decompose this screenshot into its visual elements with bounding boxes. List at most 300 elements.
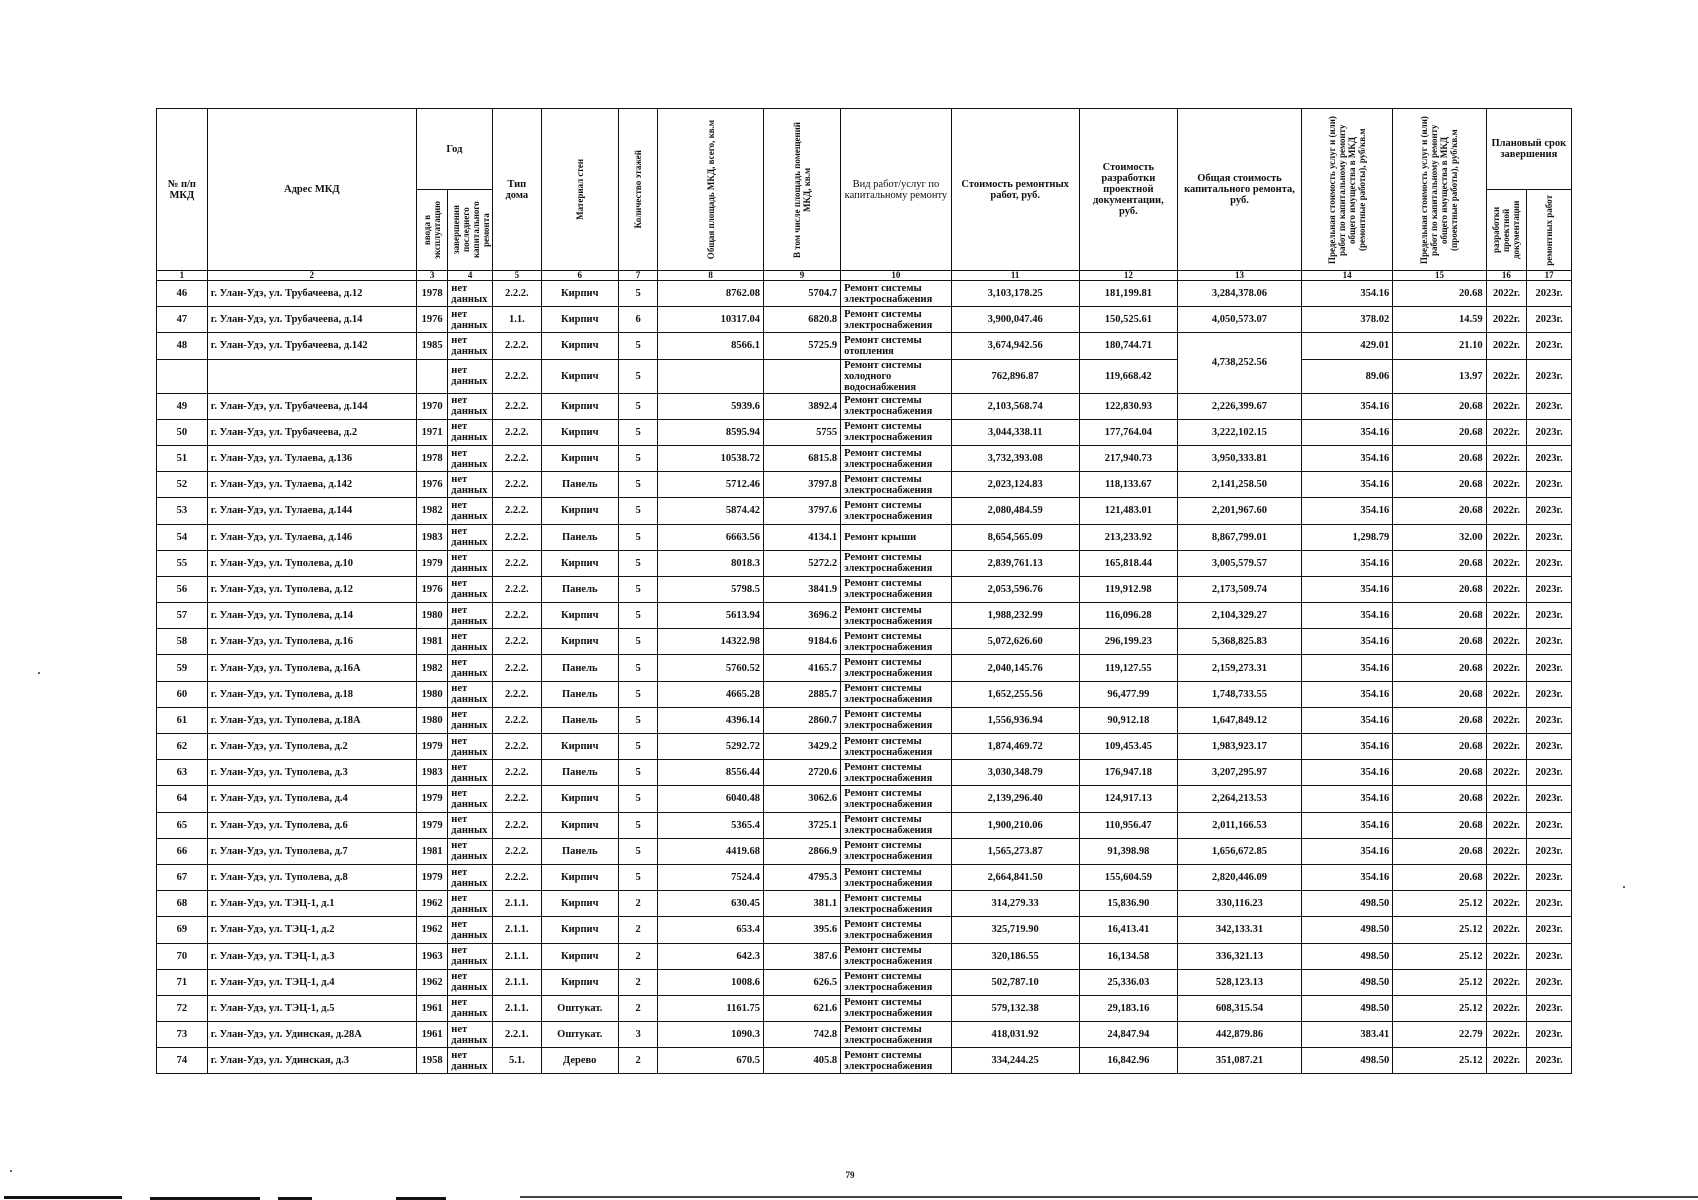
cell-design-cost: 25,336.03 (1079, 969, 1177, 995)
cell-floors: 5 (618, 864, 658, 890)
cell-row-number: 56 (157, 576, 208, 602)
cell-premises-area: 9184.6 (763, 629, 840, 655)
cell-design-cost: 165,818.44 (1079, 550, 1177, 576)
cell-address: г. Улан-Удэ, ул. Туполева, д.7 (207, 838, 416, 864)
cell-repair-cost: 1,565,273.87 (951, 838, 1079, 864)
cell-limit-repair: 1,298.79 (1301, 524, 1392, 550)
cell-premises-area: 3062.6 (763, 786, 840, 812)
cell-total-area: 642.3 (658, 943, 764, 969)
cell-floors: 5 (618, 281, 658, 307)
cell-total-cost: 2,141,258.50 (1178, 472, 1302, 498)
column-number: 12 (1079, 271, 1177, 281)
cell-work-type: Ремонт системы электроснабжения (841, 786, 952, 812)
column-number: 4 (448, 271, 493, 281)
cell-house-type: 2.2.2. (492, 550, 541, 576)
cell-last-repair-year: нет данных (448, 1022, 493, 1048)
cell-repair-cost: 3,900,047.46 (951, 307, 1079, 333)
cell-plan-design-year: 2022г. (1486, 393, 1527, 419)
cell-premises-area: 4795.3 (763, 864, 840, 890)
cell-total-area: 8018.3 (658, 550, 764, 576)
cell-work-type: Ремонт системы электроснабжения (841, 943, 952, 969)
cell-plan-repair-year: 2023г. (1527, 995, 1572, 1021)
cell-last-repair-year: нет данных (448, 359, 493, 393)
cell-limit-design: 25.12 (1393, 943, 1486, 969)
cell-limit-design: 20.68 (1393, 734, 1486, 760)
cell-total-area (658, 359, 764, 393)
cell-premises-area: 395.6 (763, 917, 840, 943)
cell-total-cost: 3,207,295.97 (1178, 760, 1302, 786)
header-commission-year: ввода в эксплуатацию (416, 190, 447, 271)
cell-limit-design: 25.12 (1393, 917, 1486, 943)
cell-total-cost: 608,315.54 (1178, 995, 1302, 1021)
cell-total-area: 653.4 (658, 917, 764, 943)
cell-limit-design: 22.79 (1393, 1022, 1486, 1048)
cell-repair-cost: 5,072,626.60 (951, 629, 1079, 655)
cell-last-repair-year: нет данных (448, 995, 493, 1021)
column-number: 15 (1393, 271, 1486, 281)
cell-floors: 5 (618, 629, 658, 655)
cell-design-cost: 124,917.13 (1079, 786, 1177, 812)
header-limit-repair: Предельная стоимость услуг и (или) работ по капитальному ремонту общего имущества в МКД (ремонтные работы), руб/кв.м (1301, 109, 1392, 271)
cell-plan-repair-year: 2023г. (1527, 307, 1572, 333)
cell-limit-design: 20.68 (1393, 864, 1486, 890)
cell-work-type: Ремонт системы электроснабжения (841, 629, 952, 655)
cell-total-area: 5292.72 (658, 734, 764, 760)
cell-work-type: Ремонт системы электроснабжения (841, 707, 952, 733)
cell-limit-repair: 498.50 (1301, 1048, 1392, 1074)
cell-last-repair-year: нет данных (448, 786, 493, 812)
cell-plan-repair-year: 2023г. (1527, 359, 1572, 393)
table-row (157, 995, 1572, 1021)
cell-last-repair-year: нет данных (448, 969, 493, 995)
cell-floors: 2 (618, 917, 658, 943)
cell-address: г. Улан-Удэ, ул. Тулаева, д.146 (207, 524, 416, 550)
header-plan-design: разработки проектной документации (1486, 190, 1527, 271)
cell-plan-repair-year: 2023г. (1527, 838, 1572, 864)
cell-address: г. Улан-Удэ, ул. ТЭЦ-1, д.3 (207, 943, 416, 969)
cell-house-type: 2.2.2. (492, 734, 541, 760)
cell-row-number: 55 (157, 550, 208, 576)
cell-address: г. Улан-Удэ, ул. Туполева, д.12 (207, 576, 416, 602)
cell-floors: 5 (618, 550, 658, 576)
header-work-type: Вид работ/услуг по капитальному ремонту (841, 109, 952, 271)
cell-limit-repair: 429.01 (1301, 333, 1392, 359)
cell-last-repair-year: нет данных (448, 838, 493, 864)
cell-wall-material: Панель (541, 524, 618, 550)
header-design-cost: Стоимость разработки проектной документации, руб. (1079, 109, 1177, 271)
cell-last-repair-year: нет данных (448, 603, 493, 629)
cell-row-number (157, 359, 208, 393)
cell-work-type: Ремонт системы электроснабжения (841, 917, 952, 943)
table-row (157, 419, 1572, 445)
cell-premises-area: 5725.9 (763, 333, 840, 359)
cell-row-number: 47 (157, 307, 208, 333)
cell-work-type: Ремонт системы электроснабжения (841, 550, 952, 576)
table-row (157, 307, 1572, 333)
cell-commission-year: 1982 (416, 498, 447, 524)
table-row (157, 393, 1572, 419)
cell-last-repair-year: нет данных (448, 629, 493, 655)
cell-plan-design-year: 2022г. (1486, 681, 1527, 707)
cell-row-number: 53 (157, 498, 208, 524)
cell-work-type: Ремонт системы электроснабжения (841, 603, 952, 629)
header-column-numbers (157, 271, 1572, 281)
cell-limit-design: 20.68 (1393, 498, 1486, 524)
cell-wall-material: Кирпич (541, 969, 618, 995)
cell-limit-repair: 354.16 (1301, 281, 1392, 307)
cell-plan-repair-year: 2023г. (1527, 524, 1572, 550)
cell-plan-design-year: 2022г. (1486, 786, 1527, 812)
header-address: Адрес МКД (207, 109, 416, 271)
cell-limit-design: 20.68 (1393, 629, 1486, 655)
cell-house-type: 2.2.2. (492, 812, 541, 838)
cell-work-type: Ремонт системы электроснабжения (841, 307, 952, 333)
table-row (157, 760, 1572, 786)
cell-plan-repair-year: 2023г. (1527, 943, 1572, 969)
cell-floors: 2 (618, 943, 658, 969)
cell-wall-material: Кирпич (541, 393, 618, 419)
cell-total-cost: 2,820,446.09 (1178, 864, 1302, 890)
cell-floors: 5 (618, 734, 658, 760)
cell-plan-design-year: 2022г. (1486, 419, 1527, 445)
cell-premises-area: 5704.7 (763, 281, 840, 307)
cell-wall-material: Кирпич (541, 307, 618, 333)
table-row (157, 333, 1572, 359)
page-number: 79 (845, 1170, 855, 1180)
table-row (157, 359, 1572, 393)
cell-repair-cost: 314,279.33 (951, 891, 1079, 917)
cell-limit-repair: 354.16 (1301, 472, 1392, 498)
cell-row-number: 64 (157, 786, 208, 812)
cell-limit-repair: 498.50 (1301, 943, 1392, 969)
cell-last-repair-year: нет данных (448, 445, 493, 471)
table-row (157, 786, 1572, 812)
cell-plan-design-year: 2022г. (1486, 629, 1527, 655)
cell-house-type: 2.2.2. (492, 838, 541, 864)
cell-repair-cost: 3,030,348.79 (951, 760, 1079, 786)
cell-repair-cost: 2,040,145.76 (951, 655, 1079, 681)
cell-last-repair-year: нет данных (448, 419, 493, 445)
cell-address: г. Улан-Удэ, ул. Туполева, д.14 (207, 603, 416, 629)
cell-row-number: 62 (157, 734, 208, 760)
cell-limit-design: 20.68 (1393, 760, 1486, 786)
cell-limit-repair: 354.16 (1301, 760, 1392, 786)
cell-plan-design-year: 2022г. (1486, 864, 1527, 890)
cell-premises-area: 5272.2 (763, 550, 840, 576)
cell-work-type: Ремонт системы электроснабжения (841, 498, 952, 524)
cell-address: г. Улан-Удэ, ул. ТЭЦ-1, д.2 (207, 917, 416, 943)
cell-work-type: Ремонт системы электроснабжения (841, 281, 952, 307)
cell-work-type: Ремонт системы электроснабжения (841, 472, 952, 498)
cell-plan-repair-year: 2023г. (1527, 655, 1572, 681)
cell-plan-design-year: 2022г. (1486, 760, 1527, 786)
cell-floors: 5 (618, 359, 658, 393)
cell-plan-design-year: 2022г. (1486, 655, 1527, 681)
cell-design-cost: 155,604.59 (1079, 864, 1177, 890)
cell-floors: 5 (618, 681, 658, 707)
cell-plan-design-year: 2022г. (1486, 734, 1527, 760)
cell-work-type: Ремонт системы электроснабжения (841, 969, 952, 995)
column-number: 11 (951, 271, 1079, 281)
cell-limit-repair: 498.50 (1301, 995, 1392, 1021)
cell-total-area: 4396.14 (658, 707, 764, 733)
cell-address: г. Улан-Удэ, ул. Туполева, д.8 (207, 864, 416, 890)
cell-limit-repair: 89.06 (1301, 359, 1392, 393)
column-number: 1 (157, 271, 208, 281)
cell-house-type: 2.2.2. (492, 603, 541, 629)
table-row (157, 524, 1572, 550)
cell-total-cost: 1,647,849.12 (1178, 707, 1302, 733)
cell-premises-area: 3429.2 (763, 734, 840, 760)
cell-wall-material: Кирпич (541, 550, 618, 576)
cell-wall-material: Кирпич (541, 734, 618, 760)
cell-plan-design-year: 2022г. (1486, 1048, 1527, 1074)
cell-floors: 2 (618, 969, 658, 995)
cell-floors: 5 (618, 603, 658, 629)
cell-floors: 5 (618, 838, 658, 864)
repair-register-table (156, 108, 1572, 1074)
cell-last-repair-year: нет данных (448, 550, 493, 576)
cell-plan-repair-year: 2023г. (1527, 576, 1572, 602)
table-row (157, 576, 1572, 602)
cell-design-cost: 121,483.01 (1079, 498, 1177, 524)
cell-commission-year: 1962 (416, 917, 447, 943)
column-number: 8 (658, 271, 764, 281)
cell-commission-year: 1961 (416, 995, 447, 1021)
cell-wall-material: Оштукат. (541, 995, 618, 1021)
cell-wall-material: Панель (541, 838, 618, 864)
cell-plan-repair-year: 2023г. (1527, 707, 1572, 733)
cell-wall-material: Дерево (541, 1048, 618, 1074)
cell-floors: 5 (618, 707, 658, 733)
cell-address: г. Улан-Удэ, ул. Удинская, д.3 (207, 1048, 416, 1074)
cell-plan-design-year: 2022г. (1486, 472, 1527, 498)
cell-premises-area: 626.5 (763, 969, 840, 995)
cell-address: г. Улан-Удэ, ул. Туполева, д.3 (207, 760, 416, 786)
cell-house-type: 2.1.1. (492, 891, 541, 917)
cell-row-number: 69 (157, 917, 208, 943)
cell-commission-year: 1978 (416, 281, 447, 307)
cell-premises-area: 387.6 (763, 943, 840, 969)
cell-last-repair-year: нет данных (448, 524, 493, 550)
cell-work-type: Ремонт системы электроснабжения (841, 576, 952, 602)
cell-house-type: 2.2.2. (492, 472, 541, 498)
cell-limit-design: 20.68 (1393, 812, 1486, 838)
scan-dot (1623, 886, 1625, 888)
cell-total-cost: 528,123.13 (1178, 969, 1302, 995)
cell-plan-repair-year: 2023г. (1527, 734, 1572, 760)
cell-limit-repair: 383.41 (1301, 1022, 1392, 1048)
cell-premises-area: 2720.6 (763, 760, 840, 786)
cell-repair-cost: 2,839,761.13 (951, 550, 1079, 576)
cell-plan-repair-year: 2023г. (1527, 629, 1572, 655)
table-row (157, 603, 1572, 629)
cell-work-type: Ремонт системы электроснабжения (841, 1048, 952, 1074)
cell-address: г. Улан-Удэ, ул. Трубачеева, д.142 (207, 333, 416, 359)
cell-design-cost: 109,453.45 (1079, 734, 1177, 760)
cell-wall-material: Панель (541, 707, 618, 733)
cell-design-cost: 177,764.04 (1079, 419, 1177, 445)
cell-house-type: 2.2.1. (492, 1022, 541, 1048)
cell-design-cost: 122,830.93 (1079, 393, 1177, 419)
cell-repair-cost: 1,900,210.06 (951, 812, 1079, 838)
cell-design-cost: 176,947.18 (1079, 760, 1177, 786)
cell-wall-material: Панель (541, 655, 618, 681)
table-row (157, 734, 1572, 760)
cell-last-repair-year: нет данных (448, 576, 493, 602)
cell-house-type: 2.2.2. (492, 498, 541, 524)
cell-plan-design-year: 2022г. (1486, 838, 1527, 864)
column-number: 17 (1527, 271, 1572, 281)
cell-limit-design: 25.12 (1393, 969, 1486, 995)
cell-limit-design: 20.68 (1393, 681, 1486, 707)
cell-limit-repair: 378.02 (1301, 307, 1392, 333)
table-row (157, 943, 1572, 969)
cell-wall-material: Кирпич (541, 281, 618, 307)
cell-total-area: 8556.44 (658, 760, 764, 786)
cell-plan-repair-year: 2023г. (1527, 864, 1572, 890)
column-number: 3 (416, 271, 447, 281)
cell-address: г. Улан-Удэ, ул. ТЭЦ-1, д.5 (207, 995, 416, 1021)
cell-total-area: 5874.42 (658, 498, 764, 524)
table-row (157, 445, 1572, 471)
cell-commission-year: 1976 (416, 472, 447, 498)
cell-design-cost: 16,413.41 (1079, 917, 1177, 943)
cell-premises-area: 3725.1 (763, 812, 840, 838)
cell-limit-repair: 354.16 (1301, 655, 1392, 681)
cell-row-number: 49 (157, 393, 208, 419)
cell-design-cost: 150,525.61 (1079, 307, 1177, 333)
cell-repair-cost: 3,103,178.25 (951, 281, 1079, 307)
header-floors: Количество этажей (618, 109, 658, 271)
cell-total-area: 4419.68 (658, 838, 764, 864)
cell-row-number: 65 (157, 812, 208, 838)
cell-work-type: Ремонт системы электроснабжения (841, 812, 952, 838)
cell-plan-design-year: 2022г. (1486, 603, 1527, 629)
cell-repair-cost: 2,023,124.83 (951, 472, 1079, 498)
cell-work-type: Ремонт системы электроснабжения (841, 838, 952, 864)
cell-limit-design: 20.68 (1393, 419, 1486, 445)
table-row (157, 1022, 1572, 1048)
cell-limit-repair: 354.16 (1301, 864, 1392, 890)
cell-work-type: Ремонт системы электроснабжения (841, 864, 952, 890)
cell-limit-repair: 354.16 (1301, 445, 1392, 471)
cell-work-type: Ремонт системы отопления (841, 333, 952, 359)
cell-limit-repair: 354.16 (1301, 576, 1392, 602)
cell-total-area: 5760.52 (658, 655, 764, 681)
table-row (157, 498, 1572, 524)
cell-work-type: Ремонт системы электроснабжения (841, 393, 952, 419)
cell-house-type: 2.2.2. (492, 864, 541, 890)
cell-limit-design: 20.68 (1393, 603, 1486, 629)
cell-floors: 5 (618, 655, 658, 681)
header-total-area: Общая площадь МКД, всего, кв.м (658, 109, 764, 271)
cell-total-cost: 1,656,672.85 (1178, 838, 1302, 864)
column-number: 7 (618, 271, 658, 281)
cell-house-type: 2.2.2. (492, 281, 541, 307)
cell-premises-area: 3696.2 (763, 603, 840, 629)
cell-total-cost: 2,173,509.74 (1178, 576, 1302, 602)
cell-plan-repair-year: 2023г. (1527, 419, 1572, 445)
cell-house-type: 2.2.2. (492, 655, 541, 681)
cell-row-number: 54 (157, 524, 208, 550)
column-number: 14 (1301, 271, 1392, 281)
cell-design-cost: 24,847.94 (1079, 1022, 1177, 1048)
cell-plan-repair-year: 2023г. (1527, 1048, 1572, 1074)
header-total-cost: Общая стоимость капитального ремонта, руб. (1178, 109, 1302, 271)
cell-total-area: 1161.75 (658, 995, 764, 1021)
cell-total-area: 630.45 (658, 891, 764, 917)
cell-floors: 3 (618, 1022, 658, 1048)
cell-plan-design-year: 2022г. (1486, 943, 1527, 969)
cell-commission-year: 1963 (416, 943, 447, 969)
header-row-number: № п/п МКД (157, 109, 208, 271)
cell-limit-repair: 354.16 (1301, 707, 1392, 733)
cell-total-cost: 2,264,213.53 (1178, 786, 1302, 812)
cell-total-cost: 3,284,378.06 (1178, 281, 1302, 307)
cell-last-repair-year: нет данных (448, 307, 493, 333)
cell-floors: 2 (618, 995, 658, 1021)
cell-design-cost: 110,956.47 (1079, 812, 1177, 838)
cell-work-type: Ремонт системы электроснабжения (841, 891, 952, 917)
cell-limit-repair: 354.16 (1301, 393, 1392, 419)
cell-wall-material: Кирпич (541, 359, 618, 393)
column-number: 5 (492, 271, 541, 281)
cell-row-number: 71 (157, 969, 208, 995)
cell-total-cost: 342,133.31 (1178, 917, 1302, 943)
cell-limit-design: 20.68 (1393, 838, 1486, 864)
header-plan-repair: ремонтных работ (1527, 190, 1572, 271)
cell-limit-design: 25.12 (1393, 1048, 1486, 1074)
cell-house-type: 2.1.1. (492, 969, 541, 995)
cell-total-cost: 330,116.23 (1178, 891, 1302, 917)
cell-work-type: Ремонт системы электроснабжения (841, 1022, 952, 1048)
cell-plan-design-year: 2022г. (1486, 498, 1527, 524)
cell-total-cost: 1,983,923.17 (1178, 734, 1302, 760)
cell-total-cost: 2,159,273.31 (1178, 655, 1302, 681)
cell-address: г. Улан-Удэ, ул. Трубачеева, д.12 (207, 281, 416, 307)
table-row (157, 1048, 1572, 1074)
cell-design-cost: 16,842.96 (1079, 1048, 1177, 1074)
cell-commission-year (416, 359, 447, 393)
cell-design-cost: 181,199.81 (1079, 281, 1177, 307)
column-number: 6 (541, 271, 618, 281)
cell-house-type: 1.1. (492, 307, 541, 333)
header-premises-area: В том числе площадь помещений МКД, кв.м (763, 109, 840, 271)
cell-floors: 5 (618, 576, 658, 602)
header-last-repair-year: завершения последнего капитального ремонта (448, 190, 493, 271)
cell-plan-repair-year: 2023г. (1527, 891, 1572, 917)
cell-commission-year: 1976 (416, 307, 447, 333)
cell-wall-material: Кирпич (541, 864, 618, 890)
cell-address: г. Улан-Удэ, ул. Туполева, д.16 (207, 629, 416, 655)
cell-floors: 2 (618, 891, 658, 917)
cell-last-repair-year: нет данных (448, 917, 493, 943)
cell-address: г. Улан-Удэ, ул. Туполева, д.18 (207, 681, 416, 707)
cell-house-type: 2.2.2. (492, 445, 541, 471)
cell-premises-area: 4165.7 (763, 655, 840, 681)
table-row (157, 707, 1572, 733)
cell-row-number: 66 (157, 838, 208, 864)
cell-floors: 6 (618, 307, 658, 333)
cell-design-cost: 116,096.28 (1079, 603, 1177, 629)
cell-premises-area: 3841.9 (763, 576, 840, 602)
cell-house-type: 2.2.2. (492, 359, 541, 393)
cell-limit-design: 13.97 (1393, 359, 1486, 393)
cell-floors: 5 (618, 419, 658, 445)
cell-wall-material: Кирпич (541, 891, 618, 917)
cell-floors: 5 (618, 524, 658, 550)
